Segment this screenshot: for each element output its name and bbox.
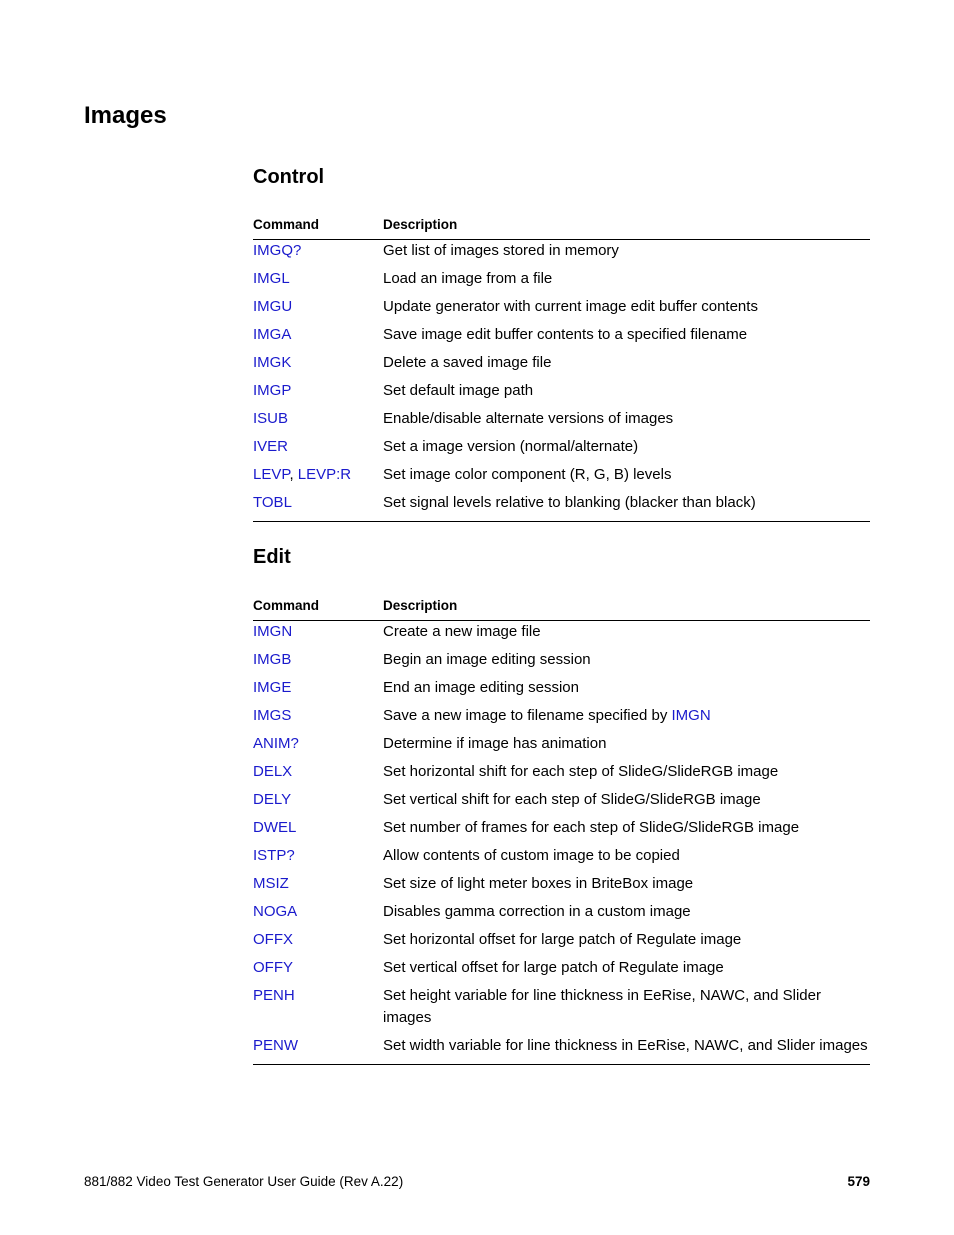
description-cell	[383, 873, 870, 901]
command-cell	[253, 761, 383, 789]
command-link[interactable]: TOBL	[253, 494, 292, 511]
description-text: Disables gamma correction in a custom image	[383, 903, 691, 920]
description-cell	[383, 929, 870, 957]
table-row	[253, 649, 870, 677]
command-link[interactable]: OFFY	[253, 959, 293, 976]
description-text: Load an image from a file	[383, 270, 553, 287]
column-header-description: Description	[383, 596, 870, 621]
description-text: Set default image path	[383, 382, 534, 399]
command-link[interactable]: ISUB	[253, 410, 289, 427]
description-cell	[383, 352, 870, 380]
table-row	[253, 352, 870, 380]
command-link[interactable]: MSIZ	[253, 875, 289, 892]
command-cell	[253, 436, 383, 464]
table-row	[253, 789, 870, 817]
table-row	[253, 296, 870, 324]
description-cell	[383, 296, 870, 324]
command-link[interactable]: DELX	[253, 763, 293, 780]
command-cell	[253, 677, 383, 705]
table-header-row	[253, 596, 870, 621]
description-text: Begin an image editing session	[383, 651, 591, 668]
edit-table-body	[253, 621, 870, 1065]
description-cell	[383, 492, 870, 522]
description-text: Set signal levels relative to blanking (blacker than black)	[383, 494, 756, 511]
command-cell	[253, 817, 383, 845]
table-row	[253, 621, 870, 650]
description-text: Set number of frames for each step of SlideG/SlideRGB image	[383, 819, 800, 836]
description-cell	[383, 268, 870, 296]
control-command-table	[253, 215, 870, 522]
command-link[interactable]: IVER	[253, 438, 289, 455]
command-link[interactable]: LEVP	[253, 466, 290, 483]
command-cell	[253, 873, 383, 901]
command-cell	[253, 352, 383, 380]
footer-document-title: 881/882 Video Test Generator User Guide (Rev A.22)	[84, 1174, 404, 1189]
table-row	[253, 901, 870, 929]
table-row	[253, 240, 870, 269]
command-cell	[253, 464, 383, 492]
command-cell	[253, 380, 383, 408]
command-link[interactable]: OFFX	[253, 931, 293, 948]
description-cell	[383, 380, 870, 408]
description-text: Set height variable for line thickness in EeRise, NAWC, and Slider images	[383, 987, 821, 1026]
section-title-edit: Edit	[253, 546, 291, 568]
command-cell	[253, 985, 383, 1035]
table-row	[253, 761, 870, 789]
command-link[interactable]: IMGS	[253, 707, 292, 724]
command-link[interactable]: IMGK	[253, 354, 292, 371]
description-cell	[383, 649, 870, 677]
description-text: Create a new image file	[383, 623, 541, 640]
table-row	[253, 408, 870, 436]
command-cell	[253, 240, 383, 269]
command-cell	[253, 649, 383, 677]
table-row	[253, 677, 870, 705]
description-cell	[383, 761, 870, 789]
description-cell	[383, 408, 870, 436]
description-text: Enable/disable alternate versions of images	[383, 410, 674, 427]
command-cell	[253, 492, 383, 522]
command-cell	[253, 957, 383, 985]
description-cell	[383, 1035, 870, 1065]
description-cell	[383, 733, 870, 761]
description-cell	[383, 621, 870, 650]
column-header-command: Command	[253, 596, 383, 621]
table-row	[253, 268, 870, 296]
table-row	[253, 957, 870, 985]
description-text: Set a image version (normal/alternate)	[383, 438, 639, 455]
table-row	[253, 464, 870, 492]
description-text: Get list of images stored in memory	[383, 242, 619, 259]
column-header-command: Command	[253, 215, 383, 240]
description-text: Set image color component (R, G, B) levels	[383, 466, 672, 483]
command-cell	[253, 268, 383, 296]
command-link[interactable]: IMGE	[253, 679, 292, 696]
page-title: Images	[84, 102, 167, 129]
description-command-link[interactable]: IMGN	[671, 707, 711, 724]
command-separator: ,	[289, 466, 298, 483]
description-text: Determine if image has animation	[383, 735, 607, 752]
description-cell	[383, 817, 870, 845]
command-cell	[253, 705, 383, 733]
table-row	[253, 845, 870, 873]
description-cell	[383, 677, 870, 705]
description-text: Set vertical offset for large patch of Regulate image	[383, 959, 724, 976]
description-cell	[383, 789, 870, 817]
edit-command-table	[253, 596, 870, 1065]
command-link[interactable]: DWEL	[253, 819, 297, 836]
description-text: Set size of light meter boxes in BriteBox image	[383, 875, 694, 892]
command-link[interactable]: IMGQ?	[253, 242, 302, 259]
command-link[interactable]: PENW	[253, 1037, 298, 1054]
description-text: Save a new image to filename specified by	[383, 707, 672, 724]
description-text: End an image editing session	[383, 679, 579, 696]
command-link[interactable]: IMGB	[253, 651, 292, 668]
command-link[interactable]: IMGN	[253, 623, 293, 640]
command-link[interactable]: IMGU	[253, 298, 293, 315]
description-text: Set horizontal shift for each step of SlideG/SlideRGB image	[383, 763, 779, 780]
table-row	[253, 436, 870, 464]
description-cell	[383, 845, 870, 873]
description-cell	[383, 705, 870, 733]
table-row	[253, 873, 870, 901]
description-text: Save image edit buffer contents to a specified filename	[383, 326, 748, 343]
table-row	[253, 705, 870, 733]
command-link[interactable]: NOGA	[253, 903, 298, 920]
command-cell	[253, 408, 383, 436]
command-link[interactable]: ANIM?	[253, 735, 299, 752]
control-table-body	[253, 240, 870, 522]
table-row	[253, 324, 870, 352]
table-row	[253, 380, 870, 408]
command-link[interactable]: PENH	[253, 987, 295, 1004]
table-row	[253, 817, 870, 845]
table-row	[253, 929, 870, 957]
description-text: Set width variable for line thickness in EeRise, NAWC, and Slider images	[383, 1037, 868, 1054]
section-title-control: Control	[253, 166, 325, 188]
command-link[interactable]: IMGA	[253, 326, 292, 343]
command-cell	[253, 1035, 383, 1065]
description-text: Allow contents of custom image to be copied	[383, 847, 680, 864]
command-cell	[253, 901, 383, 929]
command-cell	[253, 296, 383, 324]
table-row	[253, 985, 870, 1035]
command-link[interactable]: ISTP?	[253, 847, 295, 864]
description-cell	[383, 240, 870, 269]
command-link[interactable]: IMGL	[253, 270, 290, 287]
description-cell	[383, 464, 870, 492]
description-cell	[383, 436, 870, 464]
description-text: Set horizontal offset for large patch of Regulate image	[383, 931, 742, 948]
footer-page-number: 579	[847, 1174, 870, 1189]
table-row	[253, 492, 870, 522]
command-cell	[253, 845, 383, 873]
description-text: Set vertical shift for each step of SlideG/SlideRGB image	[383, 791, 761, 808]
description-text: Update generator with current image edit buffer contents	[383, 298, 758, 315]
command-cell	[253, 929, 383, 957]
command-link[interactable]: LEVP:R	[297, 466, 352, 483]
description-text: Delete a saved image file	[383, 354, 552, 371]
command-cell	[253, 324, 383, 352]
table-row	[253, 733, 870, 761]
description-cell	[383, 901, 870, 929]
command-link[interactable]: DELY	[253, 791, 292, 808]
table-header-row	[253, 215, 870, 240]
column-header-description: Description	[383, 215, 870, 240]
command-cell	[253, 733, 383, 761]
command-cell	[253, 789, 383, 817]
command-link[interactable]: IMGP	[253, 382, 292, 399]
table-row	[253, 1035, 870, 1065]
description-cell	[383, 957, 870, 985]
description-cell	[383, 324, 870, 352]
description-cell	[383, 985, 870, 1035]
command-cell	[253, 621, 383, 650]
